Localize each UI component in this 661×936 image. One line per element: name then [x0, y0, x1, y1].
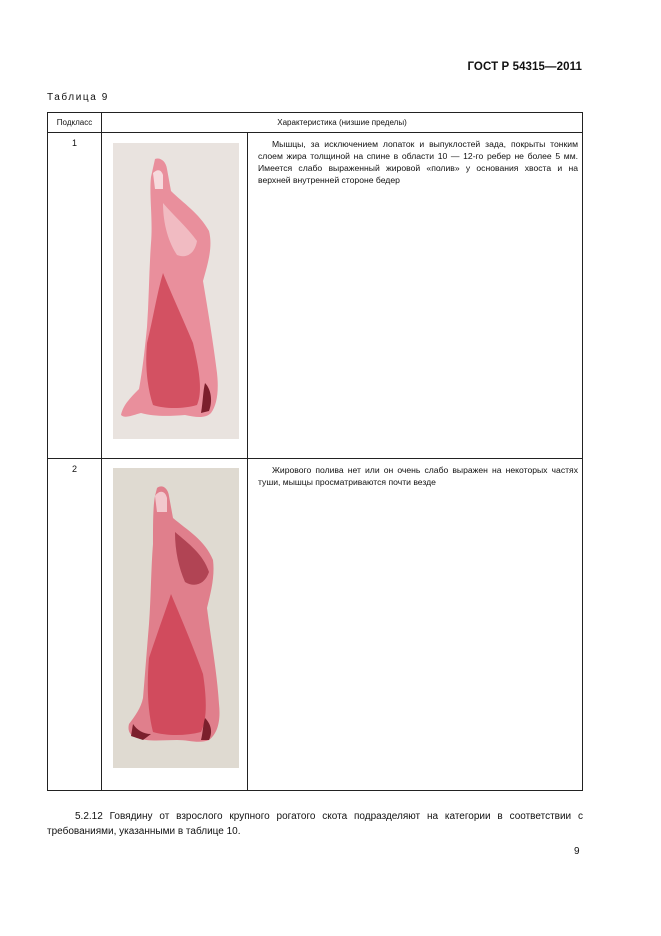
description-text: Жирового полива нет или он очень слабо выражен на некоторых частях туши, мышцы просматриваются почти везде — [258, 465, 578, 487]
page-number: 9 — [574, 846, 580, 857]
photo-cell — [102, 459, 248, 791]
header-characteristic: Характеристика (низшие пределы) — [102, 113, 583, 133]
subclass-cell: 1 — [48, 133, 102, 459]
table-row — [48, 459, 583, 791]
classification-table — [47, 112, 583, 791]
table-header-row — [48, 113, 583, 133]
description-cell — [248, 459, 583, 791]
table-row — [48, 133, 583, 459]
description-text: Мышцы, за исключением лопаток и выпуклостей зада, покрыты тонким слоем жира толщиной на спине в области 10 — 12-го ребер не более 5 мм. Имеется слабо выраженный жировой «полив» у основания хвоста и на верхней внутренней стороне бедер — [258, 139, 578, 185]
table-caption: Таблица 9 — [47, 92, 109, 103]
carcass-photo-2 — [113, 468, 247, 768]
subclass-cell: 2 — [48, 459, 102, 791]
carcass-photo-1 — [113, 143, 247, 439]
photo-cell — [102, 133, 248, 459]
description-cell — [248, 133, 583, 459]
header-subclass: Подкласс — [48, 113, 102, 133]
document-code: ГОСТ Р 54315—2011 — [467, 61, 582, 73]
paragraph-5-2-12: 5.2.12 Говядину от взрослого крупного рогатого скота подразделяют на категории в соответствии с требованиями, указанными в таблице 10. — [47, 811, 583, 837]
